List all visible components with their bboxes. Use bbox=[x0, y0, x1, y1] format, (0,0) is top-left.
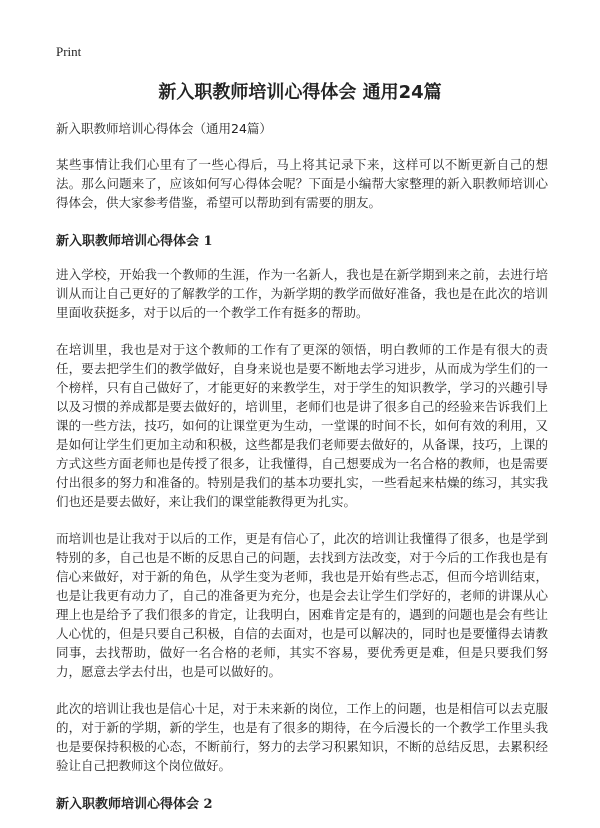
paragraph: 在培训里，我也是对于这个教师的工作有了更深的领悟，明白教师的工作是有很大的责任，要去把学生们的教学做好，自身来说也是要不断地去学习进步，从而成为学生们的一个榜样，只有自己做好了，才能更好的来教学生，对于学生的知识教学，学习的兴趣引导以及习惯的养成都是要去做好的，培训里，老师们也是讲了很多自己的经验来告诉我们上课的一些方法，技巧，如何的让课堂更为生动，一堂课的时间不长，如何有效的利用，又是如何让学生们更加主动和积极，这些都是我们老师要去做好的，从备课，技巧，上课的方式这些方面老师也是传授了很多，让我懂得，自己想要成为一名合格的教师，也是需要付出很多的努力和准备的。特别是我们的基本功要扎实，一些看起来枯燥的练习，其实我们也还是要去做好，来让我们的课堂能教得更为扎实。 bbox=[56, 342, 548, 509]
print-link[interactable]: Print bbox=[56, 44, 82, 59]
section-heading-2: 新入职教师培训心得体会 2 bbox=[56, 797, 213, 812]
article-body bbox=[56, 120, 548, 828]
page-title: 新入职教师培训心得体会 通用24篇 bbox=[158, 82, 442, 103]
paragraph: 进入学校，开始我一个教师的生涯，作为一名新人，我也是在新学期到来之前，去进行培训从而让自己更好的了解教学的工作，为新学期的教学而做好准备，我也是在此次的培训里面收获挺多，对于以后的一个教学工作有挺多的帮助。 bbox=[56, 267, 548, 320]
paragraph: 此次的培训让我也是信心十足，对于未来新的岗位，工作上的问题，也是相信可以去克服的，对于新的学期，新的学生，也是有了很多的期待，在今后漫长的一个教学工作里头我也是要保持积极的心态，不断前行，努力的去学习积累知识，不断的总结反思，去累积经验让自己把教师这个岗位做好。 bbox=[56, 701, 548, 773]
section-heading-1: 新入职教师培训心得体会 1 bbox=[56, 234, 213, 249]
article-subtitle: 新入职教师培训心得体会（通用24篇） bbox=[56, 121, 272, 136]
paragraph: 而培训也是让我对于以后的工作，更是有信心了，此次的培训让我懂得了很多，也是学到特别的多，自己也是不断的反思自己的问题，去找到方法改变，对于今后的工作我也是有信心来做好，对于新的角色，从学生变为老师，我也是开始有些忐忑，但而今培训结束，也是让我更有动力了，自己的准备更为充分，也是会去让学生们学好的，老师的讲课从心理上也是给予了我们很多的肯定，让我明白，困难肯定是有的，遇到的问题也是会有些让人心忧的，但是只要自己积极，自信的去面对，也是可以解决的，同时也是要懂得去请教同事，去找帮助，做好一名合格的老师，其实不容易，要优秀更是难，但是只要我们努力，愿意去学去付出，也是可以做好的。 bbox=[56, 531, 548, 679]
intro-paragraph: 某些事情让我们心里有了一些心得后，马上将其记录下来，这样可以不断更新自己的想法。那么问题来了，应该如何写心得体会呢？下面是小编帮大家整理的新入职教师培训心得体会，供大家参考借鉴，希望可以帮助到有需要的朋友。 bbox=[56, 157, 548, 210]
